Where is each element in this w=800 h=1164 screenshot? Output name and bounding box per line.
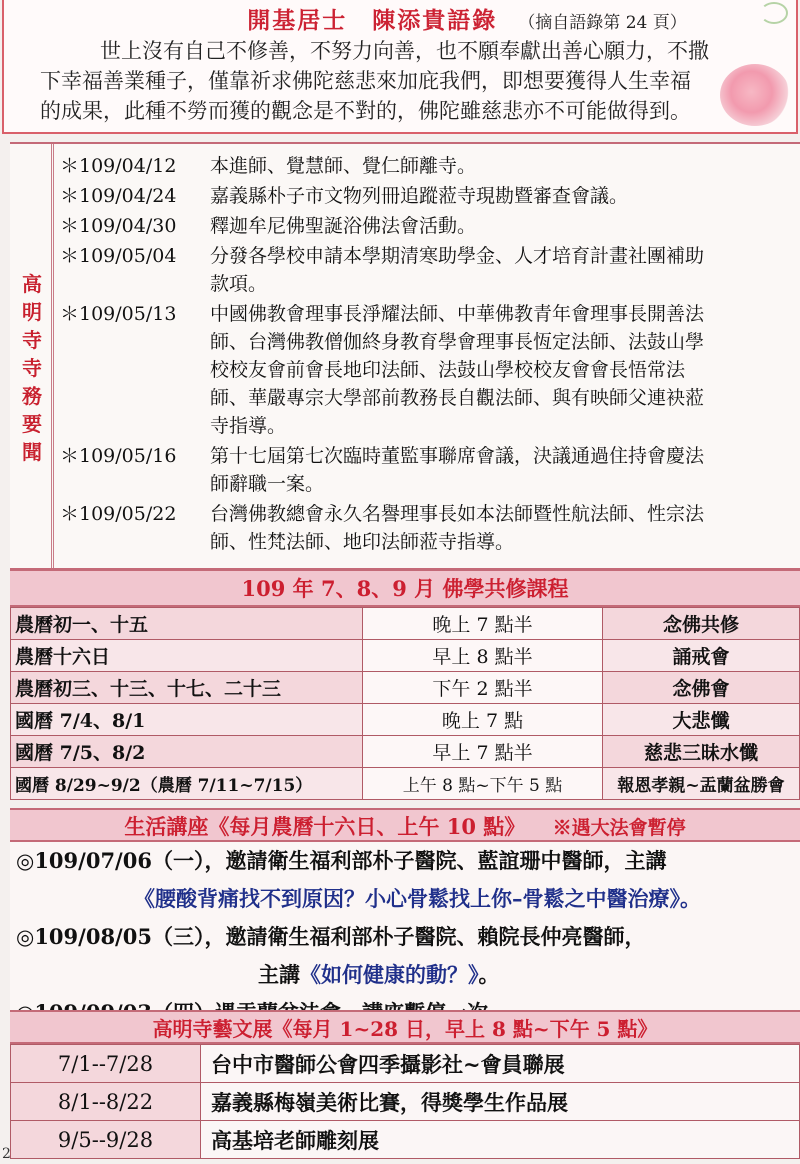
side-char: 明: [22, 300, 42, 324]
course-title: 109 年 7、8、9 月 佛學共修課程: [10, 571, 800, 607]
news-item: [60, 152, 800, 180]
art-event: 嘉義縣梅嶺美術比賽，得獎學生作品展: [201, 1083, 800, 1121]
quote-line: 下幸福善業種子，僅靠祈求佛陀慈悲來加庇我們，即想要獲得人生幸福: [40, 69, 691, 93]
lecture-line: ◎109/07/06（一），邀請衛生福利部朴子醫院、藍誼珊中醫師，主講: [16, 848, 667, 873]
course-time: 晚上 7 點半: [363, 608, 603, 640]
table-row: [11, 736, 800, 768]
news-item: [60, 212, 800, 240]
news-line: 嘉義縣朴子市文物列冊追蹤蒞寺現勘暨審查會議。: [210, 185, 629, 207]
art-table: [10, 1044, 800, 1159]
art-exhibition-section: [10, 1010, 800, 1159]
art-dates: 9/5--9/28: [11, 1121, 201, 1159]
side-char: 聞: [22, 440, 42, 464]
course-time: 上午 8 點~下午 5 點: [363, 768, 603, 800]
course-activity: 大悲懺: [603, 704, 800, 736]
lecture-topic: 《如何健康的動？》: [300, 962, 479, 987]
news-line: 師、台灣佛教僧伽終身教育學會理事長恆定法師、法鼓山學: [210, 331, 705, 353]
news-date: ＊109/04/30: [60, 215, 177, 237]
course-day: 國曆 7/4、8/1: [11, 704, 363, 736]
lecture-topic: 《腰酸背痛找不到原因？小心骨鬆找上你–骨鬆之中醫治療》。: [134, 886, 701, 911]
course-day: 國曆 8/29~9/2（農曆 7/11~7/15）: [11, 768, 363, 800]
side-char: 要: [22, 412, 42, 436]
course-day: 農曆初一、十五: [11, 608, 363, 640]
news-date: ＊109/04/12: [60, 155, 177, 177]
quote-text: [40, 36, 780, 126]
art-event: 高基培老師雕刻展: [201, 1121, 800, 1159]
course-time: 晚上 7 點: [363, 704, 603, 736]
lecture-title: [10, 808, 800, 842]
lecture-line: ◎109/08/05（三），邀請衛生福利部朴子醫院、賴院長仲亮醫師，: [16, 924, 646, 949]
quote-title-row: [4, 2, 798, 34]
quote-line: 的成果，此種不勞而獲的觀念是不對的，佛陀雖慈悲亦不可能做得到。: [40, 99, 691, 123]
course-activity: 念佛會: [603, 672, 800, 704]
news-line: 釋迦牟尼佛聖誕浴佛法會活動。: [210, 215, 477, 237]
art-dates: 7/1--7/28: [11, 1045, 201, 1083]
news-line: 款項。: [210, 273, 268, 295]
side-char: 寺: [22, 356, 42, 380]
news-side-text: [18, 270, 46, 466]
table-row: [11, 640, 800, 672]
table-row: [11, 1045, 800, 1083]
course-activity: 慈悲三昧水懺: [603, 736, 800, 768]
course-table: [10, 607, 800, 800]
news-item: [60, 182, 800, 210]
quote-source: （摘自語錄第 24 頁）: [518, 13, 687, 33]
news-text: [210, 182, 800, 210]
news-line: 師、華嚴專宗大學部前教務長自觀法師、與有映師父連袂蒞: [210, 387, 705, 409]
news-text: [210, 300, 800, 440]
news-line: 本進師、覺慧師、覺仁師離寺。: [210, 155, 477, 177]
news-line: 中國佛教會理事長淨耀法師、中華佛教青年會理事長開善法: [210, 303, 705, 325]
course-activity: 念佛共修: [603, 608, 800, 640]
lecture-note: ※遇大法會暫停: [552, 817, 686, 839]
course-day: 農曆初三、十三、十七、二十三: [11, 672, 363, 704]
news-line: 分發各學校申請本學期清寒助學金、人才培育計畫社團補助: [210, 245, 705, 267]
news-date: ＊109/04/24: [60, 185, 177, 207]
quote-title: 開基居士 陳添貴語錄: [247, 7, 498, 34]
course-activity: 報恩孝親~盂蘭盆勝會: [603, 768, 800, 800]
table-row: [11, 672, 800, 704]
news-text: [210, 500, 800, 556]
news-line: 台灣佛教總會永久名譽理事長如本法師暨性航法師、性宗法: [210, 503, 705, 525]
news-line: 寺指導。: [210, 415, 287, 437]
table-row: [11, 608, 800, 640]
temple-news: [10, 142, 800, 568]
news-date: ＊109/05/22: [60, 503, 177, 525]
quote-line: 世上沒有自己不修善，不努力向善，也不願奉獻出善心願力，不撒: [100, 39, 709, 63]
news-text: [210, 152, 800, 180]
side-char: 務: [22, 384, 42, 408]
lecture-title-text: 生活講座《每月農曆十六日、上午 10 點》: [124, 814, 526, 839]
lecture-prefix: 主講: [258, 962, 300, 987]
lecture-line: [10, 956, 800, 994]
news-text: [210, 442, 800, 498]
lecture-suffix: 。: [478, 962, 500, 987]
side-char: 高: [22, 272, 42, 296]
page-number: 2: [2, 1146, 11, 1162]
art-dates: 8/1--8/22: [11, 1083, 201, 1121]
news-side-label: [10, 144, 54, 570]
news-item: [60, 500, 800, 556]
art-event: 台中市醫師公會四季攝影社~會員聯展: [201, 1045, 800, 1083]
side-char: 寺: [22, 328, 42, 352]
news-date: ＊109/05/13: [60, 303, 177, 325]
course-day: 國曆 7/5、8/2: [11, 736, 363, 768]
art-title: 高明寺藝文展《每月 1~28 日，早上 8 點~下午 5 點》: [10, 1010, 800, 1044]
course-day: 農曆十六日: [11, 640, 363, 672]
news-text: [210, 212, 800, 240]
news-line: 第十七屆第七次臨時董監事聯席會議，決議通過住持會慶法: [210, 445, 705, 467]
table-row: [11, 1083, 800, 1121]
course-section: [10, 568, 800, 800]
news-item: [60, 242, 800, 298]
news-line: 師辭職一案。: [210, 473, 325, 495]
news-date: ＊109/05/16: [60, 445, 177, 467]
course-activity: 誦戒會: [603, 640, 800, 672]
quote-box: [2, 0, 798, 134]
news-item: [60, 300, 800, 440]
news-list: [60, 152, 800, 558]
news-line: 師、性梵法師、地印法師蒞寺指導。: [210, 531, 515, 553]
table-row: [11, 704, 800, 736]
lecture-section: [10, 808, 800, 1010]
course-time: 下午 2 點半: [363, 672, 603, 704]
news-text: [210, 242, 800, 298]
news-date: ＊109/05/04: [60, 245, 177, 267]
table-row: [11, 1121, 800, 1159]
course-time: 早上 8 點半: [363, 640, 603, 672]
news-item: [60, 442, 800, 498]
table-row: [11, 768, 800, 800]
course-time: 早上 7 點半: [363, 736, 603, 768]
news-line: 校校友會前會長地印法師、法鼓山學校校友會會長悟常法: [210, 359, 686, 381]
